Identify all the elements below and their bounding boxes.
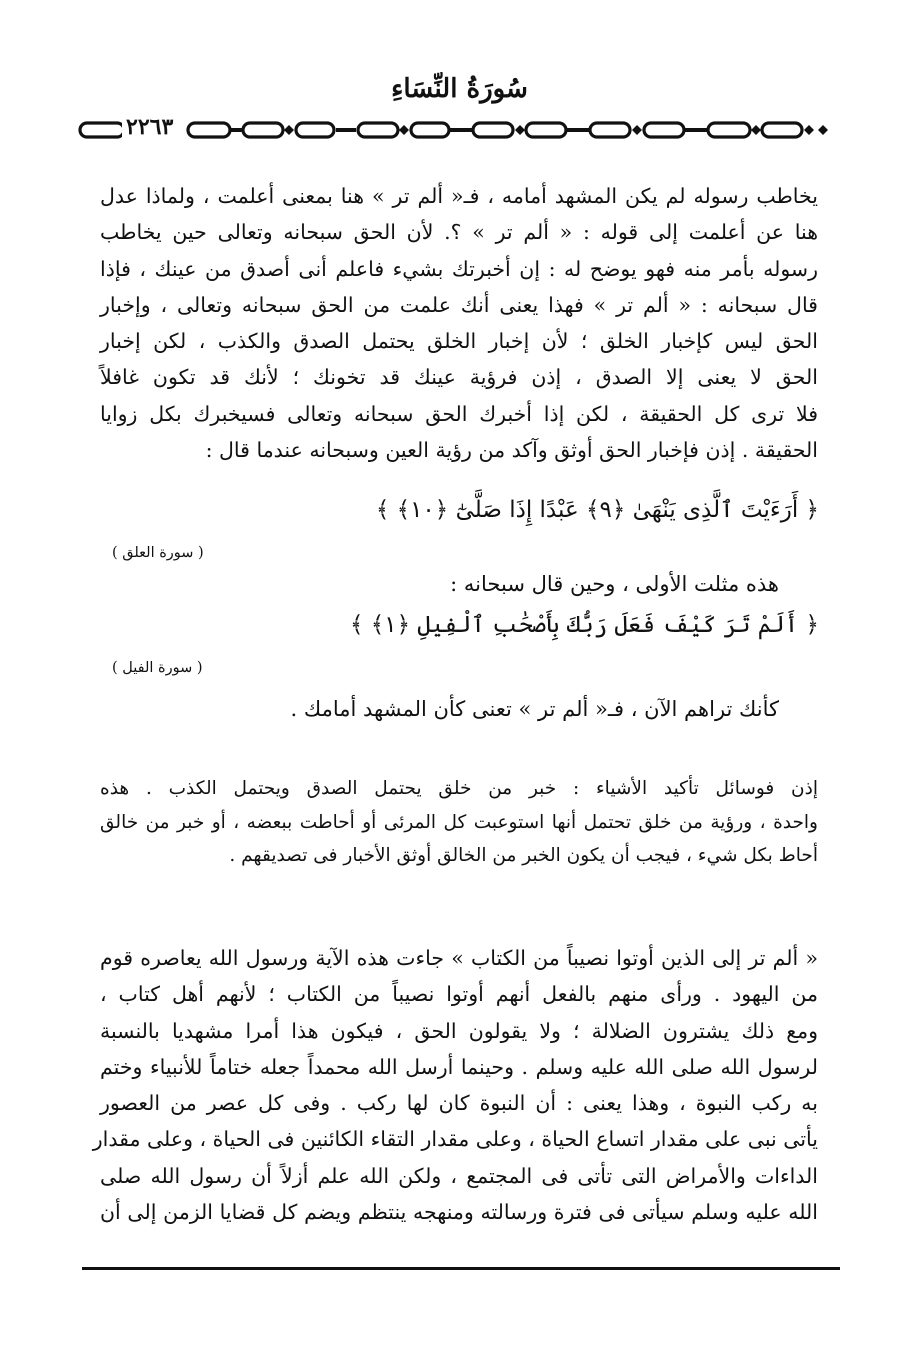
text-line: إذن فوسائل تأكيد الأشياء : خبر من خلق يحتمل الصدق ويحتمل الكذب . هذه bbox=[100, 778, 818, 799]
text-line: الداءات والأمراض التى تأتى فى المجتمع ، ولكن الله علم أزلاً أن رسول الله صلى bbox=[100, 1163, 818, 1188]
decorative-border bbox=[78, 116, 840, 144]
text-line: قال سبحانه : « ألم تر » فهذا يعنى أنك علمت من الحق سبحانه وتعالى ، وإخبار bbox=[100, 292, 818, 317]
text-line: لرسول الله صلى الله عليه وسلم . وحينما أرسل الله محمداً جعله ختاماً للأنبياء وختم bbox=[100, 1054, 818, 1079]
footer-rule bbox=[82, 1267, 840, 1270]
text-line-mid-2: كأنك تراهم الآن ، فـ« ألم تر » تعنى كأن المشهد أمامك . bbox=[290, 697, 779, 721]
text-line: الله عليه وسلم سيأتى فى فترة ورسالته ومنهجه ينتظم ويضم كل قضايا الزمن إلى أن bbox=[100, 1200, 818, 1225]
quran-verse-fil: ﴿ أَلَمْ تَرَ كَيْفَ فَعَلَ رَبُّكَ بِأَصْحَٰبِ ٱلْفِيلِ ﴿١﴾ ﴾ bbox=[350, 612, 819, 638]
text-line: ومع ذلك يشترون الضلالة ؛ ولا يقولون الحق ، فيكون هذا أمرا مشهديا بالنسبة bbox=[100, 1018, 818, 1043]
paragraph-1 bbox=[100, 178, 818, 468]
text-line: « ألم تر إلى الذين أوتوا نصيباً من الكتاب » جاءت هذه الآية ورسول الله يعاصره قوم bbox=[100, 946, 818, 970]
text-line: الحقيقة . إذن فإخبار الحق أوثق وآكد من رؤية العين وسبحانه عندما قال : bbox=[205, 438, 818, 463]
text-line: الحق لا يعنى إلا الصدق ، إذن فرؤية عينك قد تخونك ؛ لأنك قد تكون غافلاً bbox=[100, 365, 818, 390]
text-line: فلا ترى كل الحقيقة ، لكن إذا أخبرك الحق سبحانه وتعالى فسيخبرك بكل زوايا bbox=[100, 401, 818, 426]
surah-reference-fil: ( سورة الفيل ) bbox=[112, 660, 203, 676]
surah-reference-alaq: ( سورة العلق ) bbox=[112, 545, 204, 561]
text-line: هنا عن أعلمت إلى قوله : « ألم تر » ؟. لأن الحق سبحانه وتعالى حين يخاطب bbox=[100, 220, 818, 245]
text-line: أحاط بكل شيء ، فيجب أن يكون الخبر من الخالق أوثق الأخبار فى تصديقهم . bbox=[229, 845, 818, 866]
paragraph-2 bbox=[100, 772, 818, 873]
text-line: من اليهود . ورأى منهم بالفعل أنهم أوتوا نصيباً من الكتاب ؛ لأنهم أهل كتاب ، bbox=[100, 982, 818, 1007]
text-line: رسوله بأمر منه فهو يوضح له : إن أخبرتك بشيء فاعلم أنى أصدق من عينك ، فإذا bbox=[100, 256, 818, 281]
text-line: واحدة ، ورؤية من خلق تحتمل أنها استوعبت كل المرئى أو أحاطت ببعضه ، أو خبر من خالق bbox=[100, 811, 818, 833]
text-line-mid-1: هذه مثلت الأولى ، وحين قال سبحانه : bbox=[450, 572, 779, 596]
text-line: يخاطب رسوله لم يكن المشهد أمامه ، فـ« ألم تر » هنا بمعنى أعلمت ، ولماذا عدل bbox=[100, 184, 818, 208]
surah-title: سُورَةُ النِّسَاءِ bbox=[391, 74, 528, 104]
text-line: الحق ليس كإخبار الخلق ؛ لأن إخبار الخلق يحتمل الصدق والكذب ، لكن إخبار bbox=[100, 329, 818, 354]
quran-verse-alaq: ﴿ أَرَءَيْتَ ٱلَّذِى يَنْهَىٰ ﴿٩﴾ عَبْدًا إِذَا صَلَّىٰٓ ﴿١٠﴾ ﴾ bbox=[375, 497, 819, 523]
text-line: يأتى نبى على مقدار اتساع الحياة ، وعلى مقدار التقاء الكائنين فى الحياة ، وعلى مقدار bbox=[92, 1127, 818, 1152]
paragraph-3 bbox=[92, 940, 818, 1230]
text-line: به ركب النبوة ، وهذا يعنى : أن النبوة كان لها ركب . وفى كل عصر من العصور bbox=[100, 1091, 818, 1116]
page-number: ٢٢٦٣ bbox=[122, 114, 177, 140]
